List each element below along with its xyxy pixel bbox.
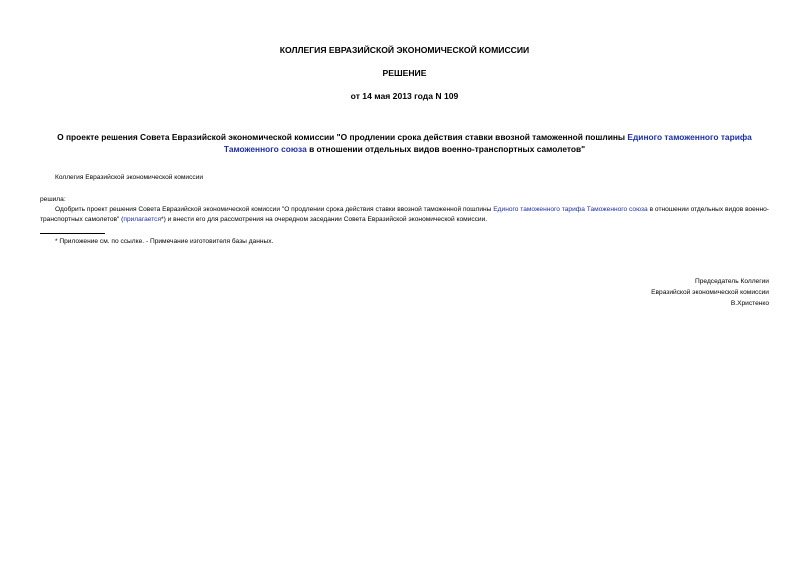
- para-text-1: Одобрить проект решения Совета Евразийской экономической комиссии "О продлении срока действия ставки ввозной таможенной пошлины: [55, 206, 494, 213]
- subject-tariff-link[interactable]: Единого таможенного тарифа Таможенного союза: [223, 132, 752, 154]
- document-subject: [40, 131, 769, 155]
- resolved-line: решила:: [40, 196, 66, 203]
- collegium-line: Коллегия Евразийской экономической комиссии: [55, 174, 204, 181]
- signature-name: В.Христенко: [730, 300, 769, 307]
- resolution-paragraph: [40, 205, 769, 225]
- attachment-link[interactable]: прилагается: [123, 216, 162, 223]
- subject-text-1: О проекте решения Совета Евразийской экономической комиссии "О продлении срока действия ставки ввозной таможенной пошлины: [57, 132, 628, 142]
- document-type-heading: РЕШЕНИЕ: [382, 68, 427, 78]
- signature-title: Председатель Коллегии: [695, 278, 769, 285]
- date-number-heading: от 14 мая 2013 года N 109: [350, 91, 459, 101]
- para-text-2: в отношении отдельных видов военно-транспортных самолетов" (: [40, 206, 769, 223]
- subject-text-2: в отношении отдельных видов военно-транспортных самолетов": [306, 144, 586, 154]
- para-text-3: *) и внести его для рассмотрения на очередном заседании Совета Евразийской экономической комиссии.: [161, 216, 488, 223]
- footnote-divider: [40, 233, 105, 234]
- footnote: * Приложение см. по ссылке. - Примечание изготовителя базы данных.: [55, 238, 274, 245]
- organization-heading: КОЛЛЕГИЯ ЕВРАЗИЙСКОЙ ЭКОНОМИЧЕСКОЙ КОМИССИИ: [279, 45, 530, 55]
- para-tariff-link[interactable]: Единого таможенного тарифа Таможенного союза: [493, 206, 648, 213]
- signature-organization: Евразийской экономической комиссии: [651, 289, 769, 296]
